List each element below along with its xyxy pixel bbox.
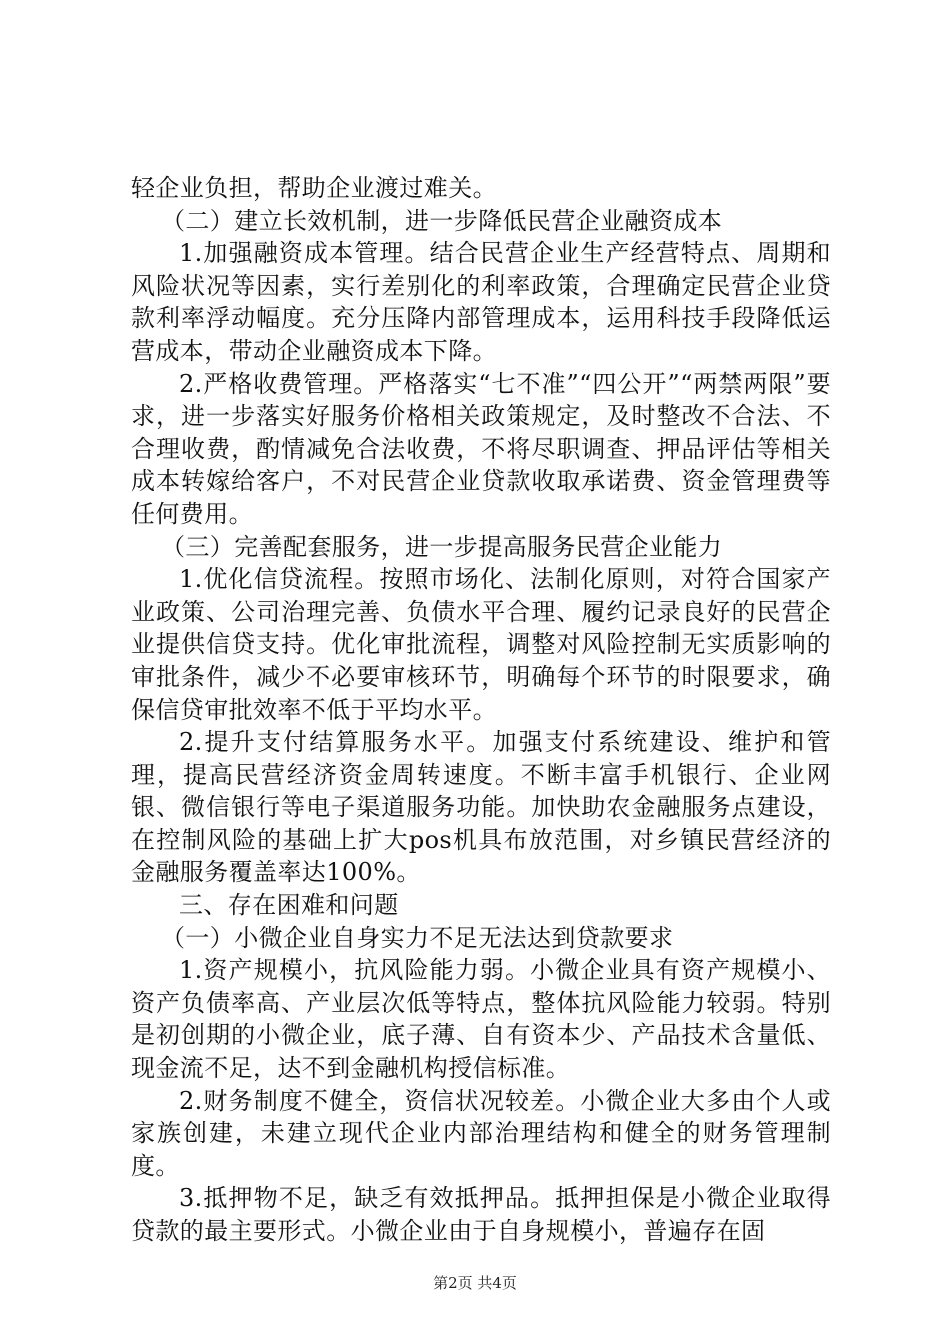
paragraph-4: 2.严格收费管理。严格落实“七不准”“四公开”“两禁两限”要求，进一步落实好服务价格相关政策规定，及时整改不合法、不合理收费，酌情减免合法收费，不将尽职调查、押品评估等相关成本转嫁给客户，不对民营企业贷款收取承诺费、资金管理费等任何费用。 [131, 369, 831, 528]
paragraph-1: 轻企业负担，帮助企业渡过难关。 [131, 174, 497, 202]
section-heading-2: （二）建立长效机制，进一步降低民营企业融资成本 [161, 206, 723, 235]
section-heading-9: （一）小微企业自身实力不足无法达到贷款要求 [161, 923, 674, 952]
paragraph-3: 1.加强融资成本管理。结合民营企业生产经营特点、周期和风险状况等因素，实行差别化的利率政策，合理确定民营企业贷款利率浮动幅度。充分压降内部管理成本，运用科技手段降低运营成本，带动企业融资成本下降。 [131, 239, 831, 365]
paragraph-11: 2.财务制度不健全，资信状况较差。小微企业大多由个人或家族创建，未建立现代企业内部治理结构和健全的财务管理制度。 [131, 1086, 831, 1180]
paragraph-10: 1.资产规模小，抗风险能力弱。小微企业具有资产规模小、资产负债率高、产业层次低等特点，整体抗风险能力较弱。特别是初创期的小微企业，底子薄、自有资本少、产品技术含量低、现金流不足，达不到金融机构授信标准。 [131, 956, 831, 1083]
paragraph-12: 3.抵押物不足，缺乏有效抵押品。抵押担保是小微企业取得贷款的最主要形式。小微企业由于自身规模小，普遍存在固 [131, 1184, 831, 1245]
document-body [131, 172, 831, 1248]
section-heading-5: （三）完善配套服务，进一步提高服务民营企业能力 [161, 532, 723, 561]
paragraph-7: 2.提升支付结算服务水平。加强支付系统建设、维护和管理，提高民营经济资金周转速度。不断丰富手机银行、企业网银、微信银行等电子渠道服务功能。加快助农金融服务点建设，在控制风险的基础上扩大pos机具布放范围，对乡镇民营经济的金融服务覆盖率达100%。 [131, 728, 831, 887]
page-number-footer: 第2页 共4页 [433, 1274, 517, 1292]
chapter-heading-3: 三、存在困难和问题 [179, 891, 399, 920]
paragraph-6: 1.优化信贷流程。按照市场化、法制化原则，对符合国家产业政策、公司治理完善、负债水平合理、履约记录良好的民营企业提供信贷支持。优化审批流程，调整对风险控制无实质影响的审批条件，减少不必要审核环节，明确每个环节的时限要求，确保信贷审批效率不低于平均水平。 [131, 565, 831, 724]
